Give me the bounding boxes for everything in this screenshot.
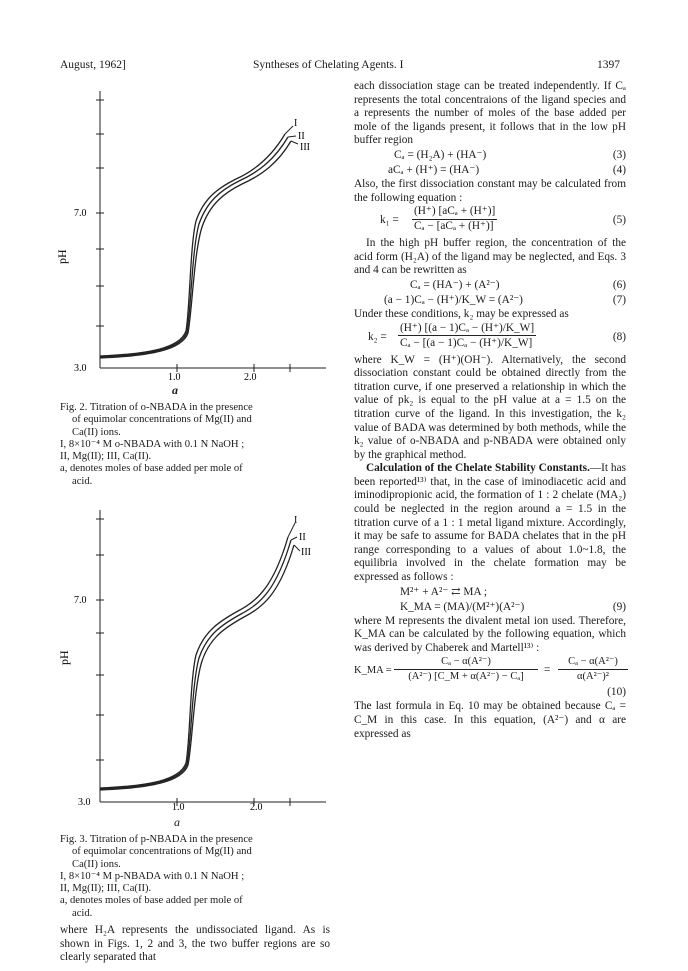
eq-lhs: k₂ = <box>368 330 387 343</box>
y-axis-label: pH <box>57 650 71 665</box>
caption-line: a, denotes moles of base added per mole of <box>60 463 243 475</box>
eq-body: K_MA = (MA)/(M²⁺)(A²⁻) <box>400 600 525 613</box>
curve-label-1: I <box>294 515 298 526</box>
y-tick-3: 3.0 <box>74 363 87 374</box>
figure-3-caption <box>60 834 330 920</box>
x-tick-2: 2.0 <box>244 372 257 383</box>
equation-10 <box>354 655 626 685</box>
caption-line: II, Mg(II); III, Ca(II). <box>60 883 152 895</box>
paragraph: where M represents the divalent metal ion used. Therefore, K_MA can be calculated by the following equation, which was derived by Chaberek and Martell¹³⁾ : <box>354 614 626 654</box>
paragraph: Under these conditions, k₂ may be expressed as <box>354 307 569 320</box>
equation-9a <box>354 585 626 600</box>
equation-7 <box>354 293 626 308</box>
eq-denominator: α(A²⁻)² <box>577 671 609 683</box>
figure-2-xlabel: a <box>172 383 178 397</box>
eq-number: (10) <box>607 686 626 699</box>
curve-label-3: III <box>300 142 310 153</box>
equation-3 <box>354 148 626 163</box>
figure-3-xlabel: a <box>174 815 180 829</box>
caption-line: a, denotes moles of base added per mole of <box>60 895 243 907</box>
eq-numerator: Cₐ − α(A²⁻) <box>558 655 628 670</box>
curve-label-2: II <box>299 532 306 543</box>
eq-numerator: (H⁺) [aCₐ + (H⁺)] <box>412 205 497 220</box>
eq-number: (9) <box>612 600 626 613</box>
caption-line: I, 8×10⁻⁴ M o-NBADA with 0.1 N NaOH ; <box>60 438 245 450</box>
eq-equals: = <box>544 664 551 677</box>
left-column-paragraph: where H₂A represents the undissociated ligand. As is shown in Figs. 1, 2 and 3, the two buffer regions are so clearly separated that <box>60 924 330 964</box>
paragraph: In the high pH buffer region, the concentration of the acid form (H₂A) of the ligand may be neglected, and Eqs. 3 and 4 can be rewritten as <box>354 237 626 277</box>
equation-10-number <box>354 685 626 700</box>
x-tick-1: 1.0 <box>168 372 181 383</box>
curve-label-3: III <box>301 547 311 558</box>
eq-number: (6) <box>612 278 626 291</box>
page-number: 1397 <box>597 59 620 71</box>
y-tick-3: 3.0 <box>78 797 91 808</box>
paragraph <box>354 462 626 584</box>
equation-8 <box>354 322 626 354</box>
figure-2-plot <box>30 86 350 386</box>
equation-4 <box>354 163 626 178</box>
paragraph: The last formula in Eq. 10 may be obtained because Cₐ = C_M in this case. In this equation, (A²⁻) and α are expressed as <box>354 700 626 740</box>
y-axis-label: pH <box>55 249 69 264</box>
caption-line: of equimolar concentrations of Mg(II) and <box>72 846 252 858</box>
eq-number: (7) <box>612 293 626 306</box>
equation-6 <box>354 278 626 293</box>
caption-line: I, 8×10⁻⁴ M p-NBADA with 0.1 N NaOH ; <box>60 870 245 882</box>
eq-denominator: (A²⁻) [C_M + α(A²⁻) − Cₐ] <box>408 671 524 683</box>
eq-numerator: (H⁺) [(a − 1)Cₐ − (H⁺)/K_W] <box>398 322 536 337</box>
paragraph: Also, the first dissociation constant may be calculated from the following equation : <box>354 177 626 204</box>
eq-numerator: Cₐ − α(A²⁻) <box>394 655 538 670</box>
figure-2-caption <box>60 402 330 488</box>
eq-body: Cₐ = (H₂A) + (HA⁻) <box>394 148 487 161</box>
eq-number: (4) <box>612 163 626 176</box>
caption-line: Ca(II) ions. <box>72 858 121 870</box>
caption-line: acid. <box>72 475 93 487</box>
caption-line: Ca(II) ions. <box>72 426 121 438</box>
header-left: August, 1962] <box>60 59 126 71</box>
curve-label-2: II <box>298 131 305 142</box>
paragraph: where K_W = (H⁺)(OH⁻). Alternatively, the second dissociation constant could be obtained directly from the titration curve, if one preserved a relationship in which the value of pk₂ is equal to the pH value at a = 1.5 on the titration curve of the ligand. In this investigation, the k₂ value of BADA was determined by both methods, while the k₂ value of o-NBADA and p-NBADA were obtained only by the graphical method. <box>354 353 626 461</box>
eq-number: (5) <box>612 214 626 227</box>
eq-lhs: k₁ = <box>380 214 399 227</box>
eq-body: aCₐ + (H⁺) = (HA⁻) <box>388 163 480 176</box>
eq-body: (a − 1)Cₐ − (H⁺)/K_W = (A²⁻) <box>384 293 523 306</box>
header-title: Syntheses of Chelating Agents. I <box>253 59 404 71</box>
eq-denominator: Cₐ − [aCₐ + (H⁺)] <box>414 220 494 233</box>
paragraph-text: —It has been reported¹³⁾ that, in the case of iminodiacetic acid and iminodipropionic acid, the formation of 1 : 2 chelate (MA₂) could be neglected in the region around a = 1.5 in the titration curve of a 1 : 1 metal ligand mixture. Accordingly, it may be safe to assume for BADA chelates that in the pH range corresponding to a values of about 1.0~1.8, the equilibria involved in the chelate formation may be expressed as follows : <box>354 462 626 584</box>
equation-5 <box>354 205 626 237</box>
y-tick-7: 7.0 <box>74 208 87 219</box>
caption-line: Fig. 2. Titration of o-NBADA in the presence <box>60 402 253 413</box>
eq-body: M²⁺ + A²⁻ ⇄ MA ; <box>400 585 487 598</box>
eq-lhs: K_MA = <box>354 665 392 677</box>
right-column <box>354 80 626 741</box>
y-tick-7: 7.0 <box>74 595 87 606</box>
figure-3-plot <box>30 505 350 810</box>
caption-line: II, Mg(II); III, Ca(II). <box>60 451 152 463</box>
caption-line: Fig. 3. Titration of p-NBADA in the presence <box>60 834 253 845</box>
section-heading: Calculation of the Chelate Stability Constants. <box>366 462 590 475</box>
eq-denominator: Cₐ − [(a − 1)Cₐ − (H⁺)/K_W] <box>400 336 533 349</box>
caption-line: acid. <box>72 907 93 919</box>
eq-number: (8) <box>612 330 626 343</box>
eq-body: Cₐ = (HA⁻) + (A²⁻) <box>410 278 500 291</box>
equation-9b <box>354 600 626 615</box>
curve-label-1: I <box>294 118 298 129</box>
eq-number: (3) <box>612 148 626 161</box>
x-tick-2: 2.0 <box>250 802 263 810</box>
paragraph: each dissociation stage can be treated independently. If Cₐ represents the total concentraions of the ligand species and a represents the number of moles of the base added per mole of the ligands present, it follows that in the low pH buffer region <box>354 80 626 147</box>
caption-line: of equimolar concentrations of Mg(II) and <box>72 414 252 426</box>
x-tick-1: 1.0 <box>172 802 185 810</box>
